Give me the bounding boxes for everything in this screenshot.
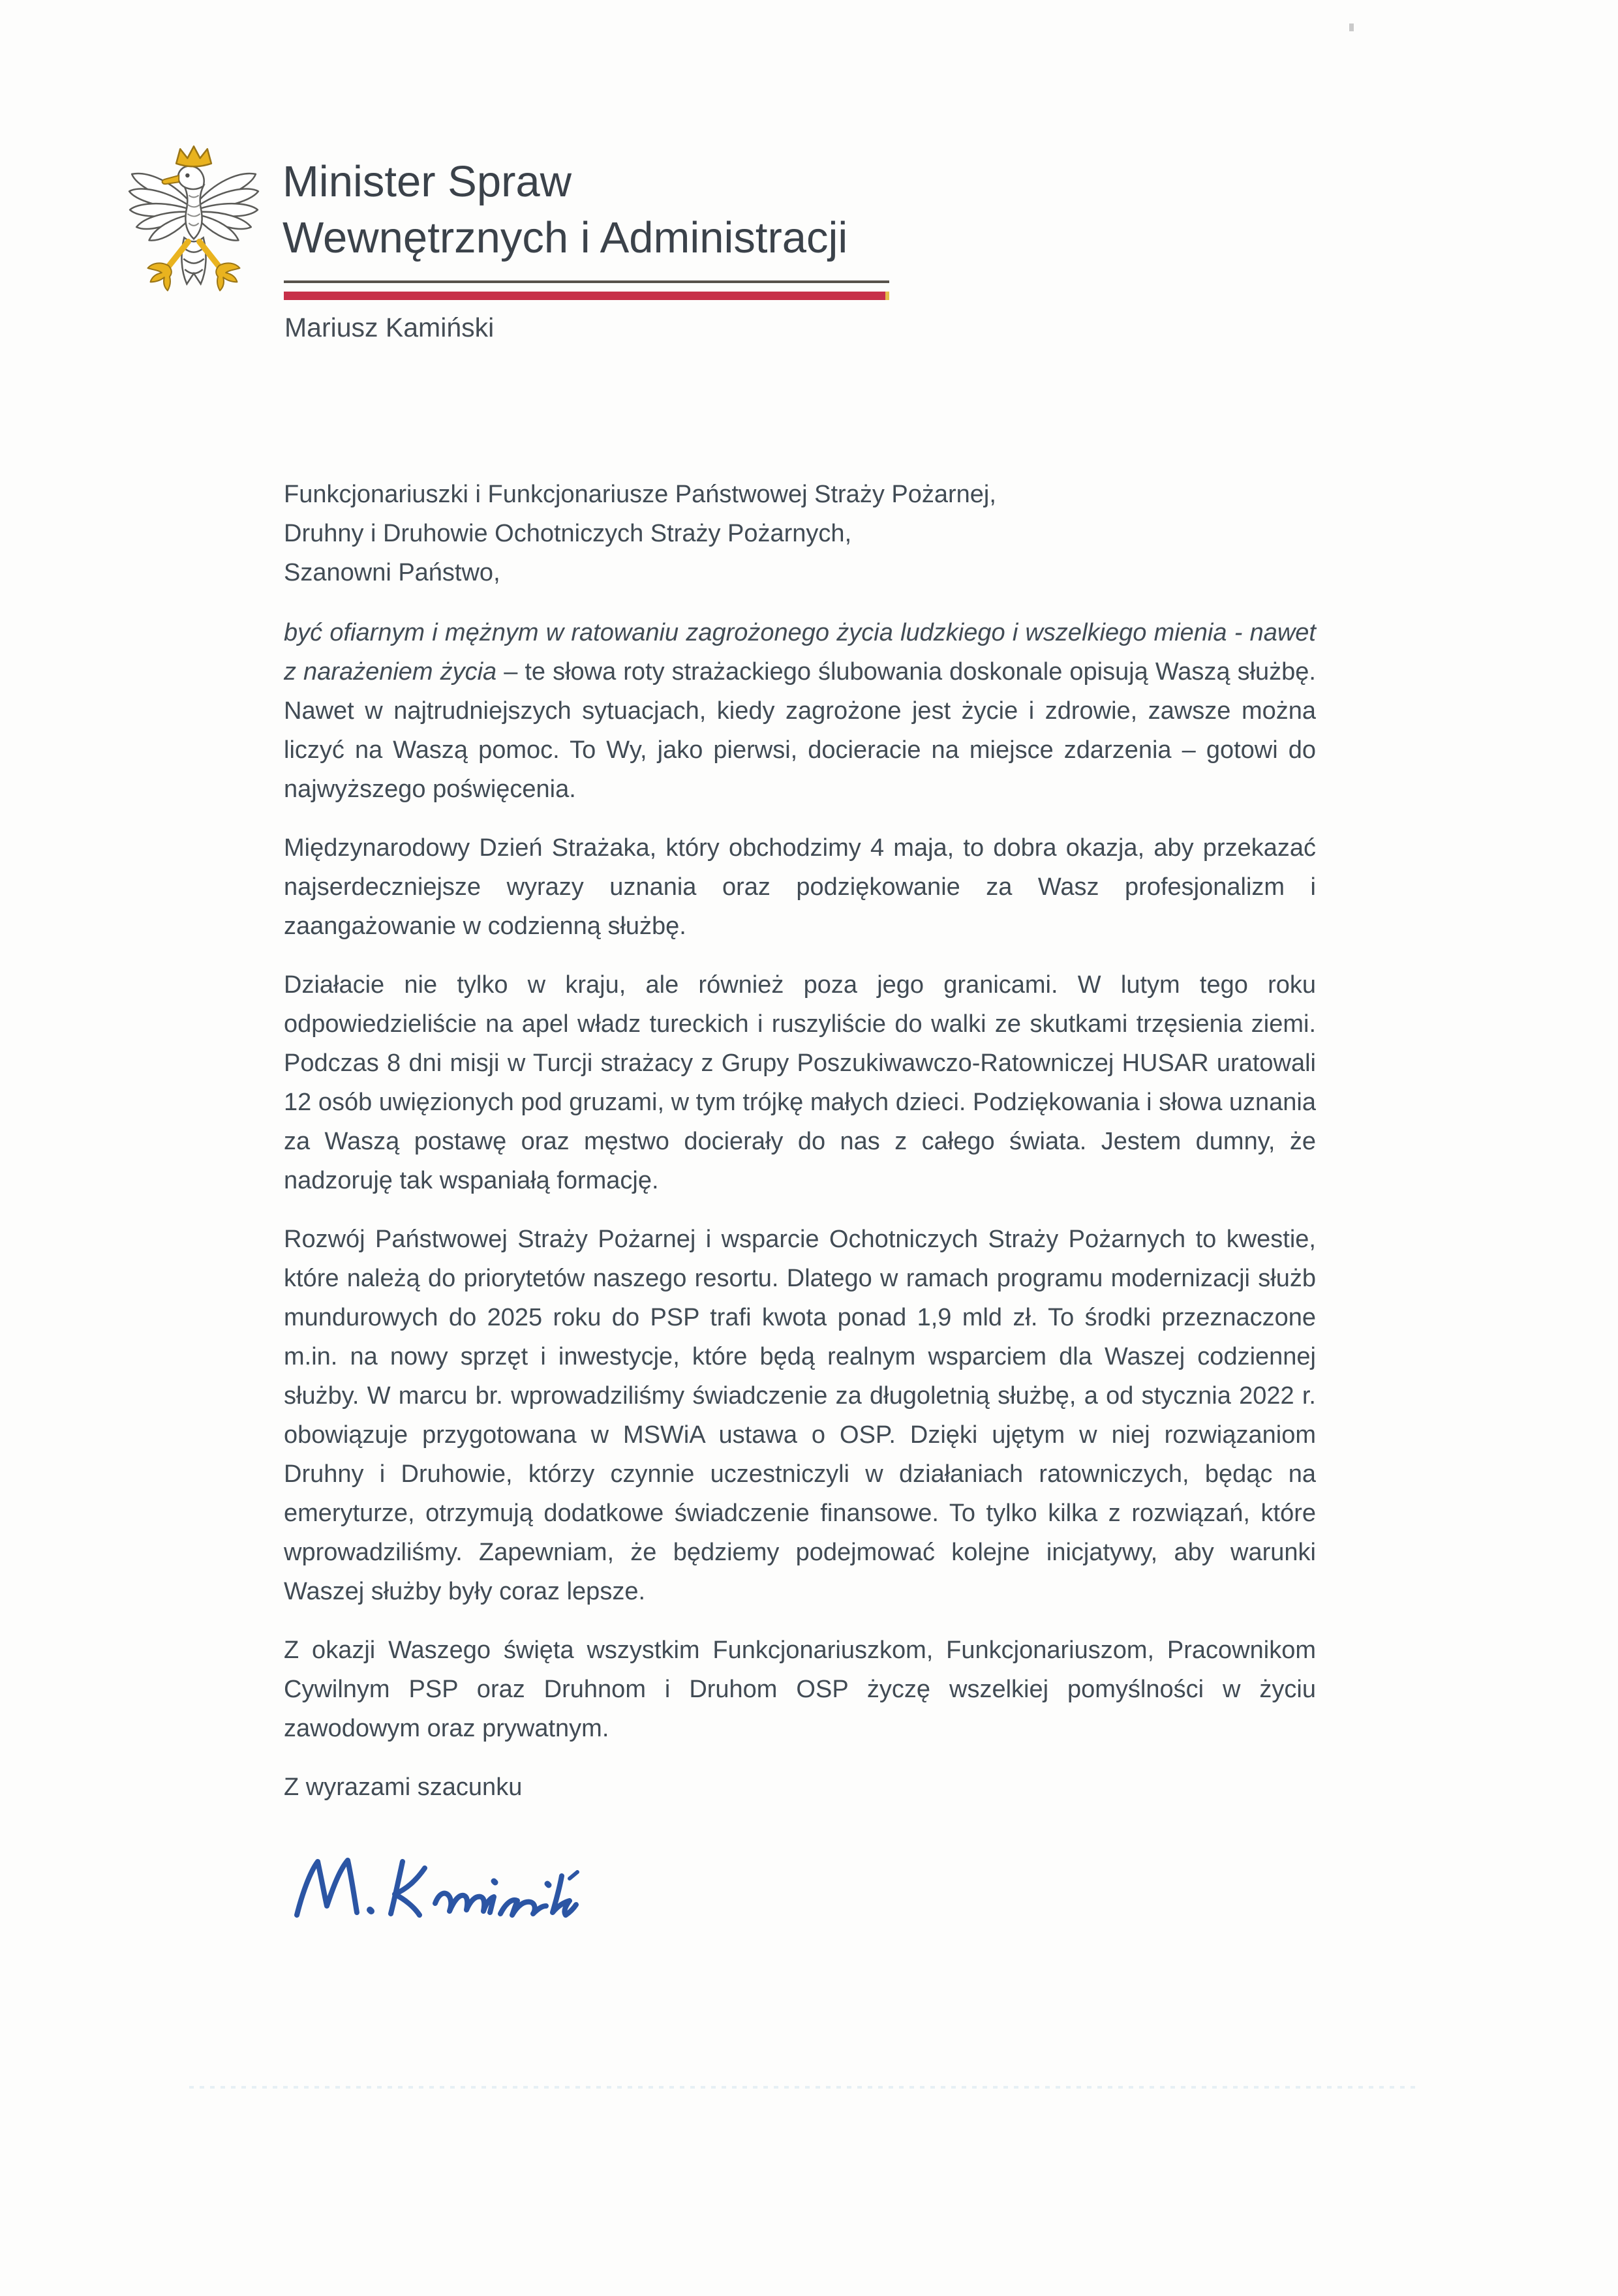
salutation: [284, 475, 1316, 592]
ministry-title: [282, 154, 847, 266]
paragraph-firefighters-day: Międzynarodowy Dzień Strażaka, który obchodzimy 4 maja, to dobra okazja, aby przekazać najserdeczniejsze wyrazy uznania oraz podziękowanie za Wasz profesjonalizm i zaangażowanie w codzienną służbę.: [284, 834, 1316, 940]
eagle-eye: [185, 174, 189, 177]
letterhead-rule-artifact: [885, 292, 889, 300]
closing-line: Z wyrazami szacunku: [284, 1774, 523, 1801]
paragraph-oath: [284, 613, 1316, 809]
scan-artifact: [1349, 23, 1354, 31]
eagle-beak: [162, 175, 179, 184]
letterhead-rule-red: [284, 292, 885, 300]
polish-eagle-emblem: [126, 144, 262, 303]
eagle-body: [184, 186, 203, 239]
letter-body: [284, 475, 1316, 1942]
letterhead-rule-dark: [284, 280, 889, 283]
paragraph-modernization: Rozwój Państwowej Straży Pożarnej i wsparcie Ochotniczych Straży Pożarnych to kwestie, które należą do priorytetów naszego resortu. Dlatego w ramach programu modernizacji służb mundurowych do 2025 roku do PSP trafi kwota ponad 1,9 mld zł. To środki przeznaczone m.in. na nowy sprzęt i inwestycje, które będą realnym wsparciem dla Waszej codziennej służby. W marcu br. wprowadziliśmy świadczenie za długoletnią służbę, a od stycznia 2022 r. obowiązuje przygotowana w MSWiA ustawa o OSP. Dzięki ujętym w niej rozwiązaniom Druhny i Druhowie, którzy czynnie uczestniczyli w działaniach ratowniczych, będąc na emeryturze, otrzymują dodatkowe świadczenie finansowe. To tylko kilka z rozwiązań, które wprowadziliśmy. Zapewniam, że będziemy podejmować kolejne inicjatywy, aby warunki Waszej służby były coraz lepsze.: [284, 1226, 1316, 1605]
oath-paragraph-text: – te słowa roty strażackiego ślubowania doskonale opisują Waszą służbę. Nawet w najtrudniejszych sytuacjach, kiedy zagrożone jest życie i zdrowie, zawsze można liczyć na Waszą pomoc. To Wy, jako pierwsi, docieracie na miejsce zdarzenia – gotowi do najwyższego poświęcenia.: [284, 658, 1316, 803]
paragraph-turkey-mission: Działacie nie tylko w kraju, ale również poza jego granicami. W lutym tego roku odpowiedzieliście na apel władz tureckich i ruszyliście do walki ze skutkami trzęsienia ziemi. Podczas 8 dni misji w Turcji strażacy z Grupy Poszukiwawczo-Ratowniczej HUSAR uratowali 12 osób uwięzionych pod gruzami, w tym trójkę małych dzieci. Podziękowania i słowa uznania za Waszą postawę oraz męstwo docierały do nas z całego świata. Jestem dumny, że nadzoruję tak wspaniałą formację.: [284, 971, 1316, 1194]
salutation-line: Druhny i Druhowie Ochotniczych Straży Pożarnych,: [284, 520, 852, 547]
salutation-line: Szanowni Państwo,: [284, 559, 500, 586]
scan-artifact: [189, 2086, 1416, 2089]
paragraph-wishes: Z okazji Waszego święta wszystkim Funkcjonariuszkom, Funkcjonariuszom, Pracownikom Cywilnym PSP oraz Druhnom i Druhom OSP życzę wszelkiej pomyślności w życiu zawodowym oraz prywatnym.: [284, 1637, 1316, 1742]
ministry-title-line1: Minister Spraw: [282, 157, 572, 206]
ministry-title-line2: Wewnętrznych i Administracji: [282, 213, 848, 262]
minister-name: Mariusz Kamiński: [284, 312, 495, 342]
oath-quote-italic: być ofiarnym i mężnym w ratowaniu zagrożonego życia ludzkiego i wszelkiego mienia - nawet z narażeniem życia: [284, 619, 1316, 686]
salutation-line: Funkcjonariuszki i Funkcjonariusze Państwowej Straży Pożarnej,: [284, 481, 996, 508]
eagle-head: [178, 166, 204, 189]
signature-handwritten: [288, 1838, 640, 1942]
eagle-crown: [176, 146, 211, 166]
